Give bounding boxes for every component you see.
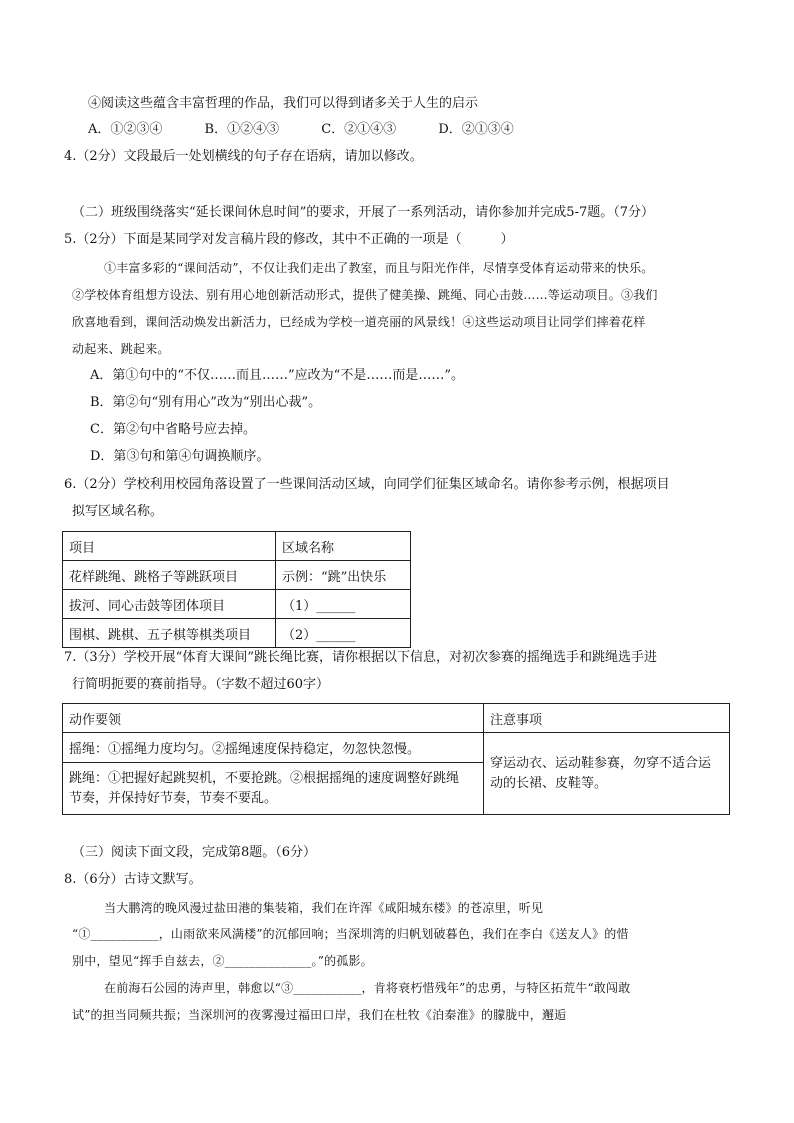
passage-line-3: 欣喜地看到，课间活动焕发出新活力，已经成为学校一道亮丽的风景线！④这些运动项目让同学们摔着花样 [72,315,646,329]
table-cell: （2）______ [276,619,411,648]
row2-line-1: 跳绳：①把握好起跳契机，不要抢跳。②根据摇绳的速度调整好跳绳 [69,770,460,786]
question-5-stem: 5.（2分）下面是某同学对发言稿片段的修改，其中不正确的一项是（ ） [64,232,514,247]
passage-line-1: ①丰富多彩的“课间活动”，不仅让我们走出了教室，而且与阳光作伴，尽情享受体育运动带来的快乐。 [104,261,654,275]
option-b: B．①②④③ [204,122,280,137]
q3-item-4: ④阅读这些蕴含丰富哲理的作品，我们可以得到诸多关于人生的启示 [88,96,479,111]
q7-table [62,703,730,815]
table-header: 注意事项 [484,704,730,733]
table-cell: 示例：“跳”出快乐 [276,561,411,590]
table-cell: 拔河、同心击鼓等团体项目 [63,590,276,619]
q5-option-c: C．第②句中省略号应去掉。 [90,422,256,437]
passage-line-4: 动起来、跳起来。 [72,342,170,356]
option-a: A．①②③④ [88,122,163,137]
table-cell-notes [484,733,730,815]
table-header: 动作要领 [63,704,484,733]
option-d: D．②①③④ [438,122,514,137]
question-6-stem-cont: 拟写区域名称。 [72,504,164,519]
question-6-stem: 6.（2分）学校利用校园角落设置了一些课间活动区域，向同学们征集区域命名。请你参考示例，根据项目 [64,477,670,492]
q8-line-2: “①___________，山雨欲来风满楼”的沉郁回响；当深圳湾的归帆划破暮色，我们在李白《送友人》的惜 [72,927,629,941]
q3-options [88,120,552,140]
question-7-stem-cont: 行简明扼要的赛前指导。（字数不超过60字） [72,677,330,692]
q8-line-3: 别中，望见“挥手自兹去，②______________。”的孤影。 [72,954,373,968]
table-cell: 花样跳绳、跳格子等跳跃项目 [63,561,276,590]
passage-line-2: ②学校体育组想方设法、别有用心地创新活动形式，提供了健美操、跳绳、同心击鼓……等运动项目。③我们 [72,288,658,302]
table-cell: 围棋、跳棋、五子棋等棋类项目 [63,619,276,648]
q5-option-b: B．第②句“别有用心”改为“别出心裁”。 [90,395,322,410]
q5-option-a: A．第①句中的“不仅……而且……”应改为“不是……而是……”。 [90,368,464,383]
option-c: C．②①④③ [321,122,397,137]
question-8-stem: 8.（6分）古诗文默写。 [64,872,202,887]
table-cell [63,763,484,815]
q8-line-5: 试”的担当同频共振；当深圳河的夜雾漫过福田口岸，我们在杜牧《泊秦淮》的朦胧中，邂逅 [72,1008,567,1022]
row2-line-2: 节奏，并保持好节奏，节奏不要乱。 [69,790,278,806]
notes-line-2: 动的长裙、皮鞋等。 [490,775,608,791]
section-2-heading: （二）班级围绕落实“延长课间休息时间”的要求，开展了一系列活动，请你参加并完成5-7题。（7分） [72,205,654,220]
q6-table [62,531,411,648]
question-7-stem: 7.（3分）学校开展“体育大课间”跳长绳比赛，请你根据以下信息，对初次参赛的摇绳选手和跳绳选手进 [64,650,657,665]
table-header: 区域名称 [276,532,411,561]
q8-line-1: 当大鹏湾的晚风漫过盐田港的集装箱，我们在许浑《咸阳城东楼》的苍凉里，听见 [104,901,544,915]
q5-option-d: D．第③句和第④句调换顺序。 [90,449,270,464]
table-header: 项目 [63,532,276,561]
section-3-heading: （三）阅读下面文段，完成第8题。（6分） [72,845,317,860]
q8-line-4: 在前海石公园的涛声里，韩愈以“③___________，肯将衰朽惜残年”的忠勇，与特区拓荒牛“敢闯敢 [104,981,631,995]
question-4: 4.（2分）文段最后一处划横线的句子存在语病，请加以修改。 [64,149,423,164]
table-cell: 摇绳：①摇绳力度均匀。②摇绳速度保持稳定，勿忽快忽慢。 [63,733,484,763]
table-cell: （1）______ [276,590,411,619]
notes-line-1: 穿运动衣、运动鞋参赛，勿穿不适合运 [490,755,712,771]
